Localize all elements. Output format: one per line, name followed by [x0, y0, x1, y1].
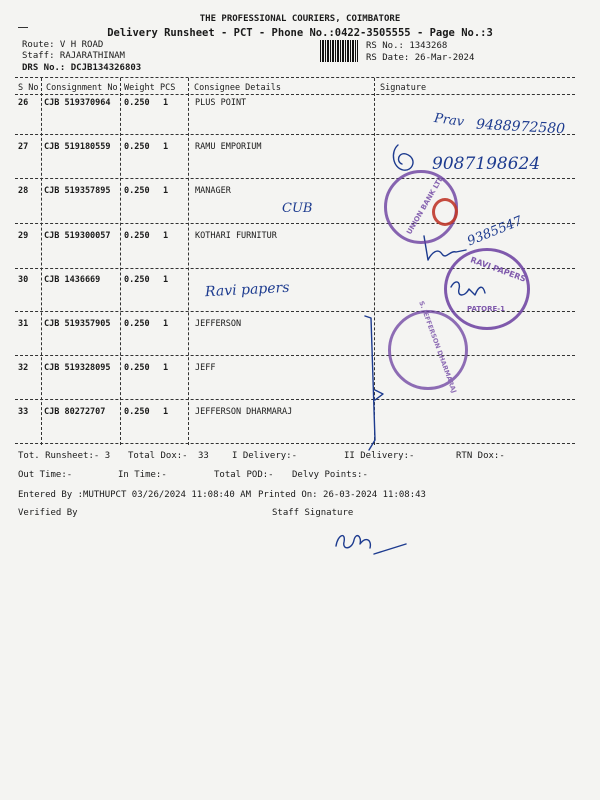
row-pcs: 1: [163, 407, 169, 417]
row-rule: [15, 399, 575, 400]
col-consignment: Consignment No: [46, 83, 118, 93]
row-sno: 28: [18, 186, 29, 196]
printed-on: Printed On: 26-03-2024 11:08:43: [258, 490, 426, 500]
out-time: Out Time:-: [18, 470, 73, 480]
row-consignment: CJB 519300057: [44, 231, 111, 241]
col-weight: Weight: [124, 83, 155, 93]
row-weight: 0.250: [124, 407, 150, 417]
barcode: [320, 40, 358, 62]
row-consignee: JEFFERSON: [195, 319, 242, 329]
red-stamp-mark: [432, 198, 458, 226]
row-sno: 27: [18, 142, 29, 152]
rs-no: RS No.: 1343268: [366, 41, 448, 51]
row-consignment: CJB 80272707: [44, 407, 106, 417]
row-rule: [15, 443, 575, 444]
row-consignee: JEFFERSON DHARMARAJ: [195, 407, 293, 417]
handwritten-ravi-papers: Ravi papers: [204, 279, 290, 301]
handwritten-cub: CUB: [282, 201, 313, 216]
staff-signature-label: Staff Signature: [272, 508, 354, 518]
runsheet-subtitle: Delivery Runsheet - PCT - Phone No.:0422-3505555 - Page No.:3: [107, 27, 493, 39]
union-bank-stamp: UNION BANK LTD: [384, 170, 458, 244]
row-pcs: 1: [163, 98, 169, 108]
handwritten-phone-29: 9385547: [465, 213, 525, 250]
row-consignment: CJB 519370964: [44, 98, 111, 108]
row-pcs: 1: [163, 231, 169, 241]
corner-mark: [18, 27, 28, 28]
staff-label: Staff: RAJARATHINAM: [22, 51, 125, 61]
row-weight: 0.250: [124, 186, 150, 196]
row-sno: 26: [18, 98, 29, 108]
row-pcs: 1: [163, 363, 169, 373]
row-weight: 0.250: [124, 275, 150, 285]
rule-top: [15, 77, 575, 78]
row-weight: 0.250: [124, 98, 150, 108]
ravi-papers-stamp: RAVI PAPERS PATORE-1: [444, 248, 530, 330]
row-sno: 29: [18, 231, 29, 241]
row-consignee: RAMU EMPORIUM: [195, 142, 262, 152]
staff-signature-mark: [330, 526, 410, 560]
rtn-dox: RTN Dox:-: [456, 451, 505, 461]
row-pcs: 1: [163, 275, 169, 285]
row-pcs: 1: [163, 319, 169, 329]
i-delivery: I Delivery:-: [232, 451, 298, 461]
total-pod: Total POD:-: [214, 470, 274, 480]
row-weight: 0.250: [124, 319, 150, 329]
delvy-points: Delvy Points:-: [292, 470, 368, 480]
row-consignment: CJB 1436669: [44, 275, 101, 285]
drs-label: DRS No.: DCJB134326803: [22, 63, 142, 73]
row-consignment: CJB 519180559: [44, 142, 111, 152]
company-title: THE PROFESSIONAL COURIERS, COIMBATORE: [199, 14, 401, 24]
total-dox-value: 33: [198, 451, 209, 461]
row-sno: 33: [18, 407, 29, 417]
total-dox-label: Total Dox:-: [128, 451, 188, 461]
row-sno: 31: [18, 319, 29, 329]
col-pcs: PCS: [160, 83, 176, 93]
jefferson-stamp: S. JEFFERSON DHARMARAJ: [388, 310, 468, 390]
row-consignment: CJB 519328095: [44, 363, 111, 373]
row-consignee: KOTHARI FURNITUR: [195, 231, 277, 241]
verified-by: Verified By: [18, 508, 78, 518]
col-consignee: Consignee Details: [194, 83, 281, 93]
route-label: Route: V H ROAD: [22, 40, 104, 50]
handwritten-phone-26: 9488972580: [475, 116, 566, 138]
tot-runsheet: Tot. Runsheet:- 3: [18, 451, 111, 461]
ii-delivery: II Delivery:-: [344, 451, 415, 461]
row-consignment: CJB 519357905: [44, 319, 111, 329]
row-sno: 32: [18, 363, 29, 373]
row-weight: 0.250: [124, 363, 150, 373]
row-rule: [15, 134, 575, 135]
row-consignee: MANAGER: [195, 186, 231, 196]
row-consignee: PLUS POINT: [195, 98, 247, 108]
row-pcs: 1: [163, 186, 169, 196]
rs-date: RS Date: 26-Mar-2024: [366, 53, 475, 63]
row-consignee: JEFF: [195, 363, 216, 373]
rule-header: [15, 94, 575, 95]
handwritten-phone-27: 9087198624: [432, 154, 541, 174]
entered-by: Entered By :MUTHUPCT 03/26/2024 11:08:40 AM: [18, 490, 251, 500]
handwritten-initials: Prav: [433, 110, 465, 131]
row-weight: 0.250: [124, 142, 150, 152]
col-signature: Signature: [380, 83, 427, 93]
row-rule: [15, 178, 575, 179]
row-pcs: 1: [163, 142, 169, 152]
row-sno: 30: [18, 275, 29, 285]
row-weight: 0.250: [124, 231, 150, 241]
row-consignment: CJB 519357895: [44, 186, 111, 196]
row-rule: [15, 355, 575, 356]
in-time: In Time:-: [118, 470, 167, 480]
col-sno: S No: [18, 83, 39, 93]
